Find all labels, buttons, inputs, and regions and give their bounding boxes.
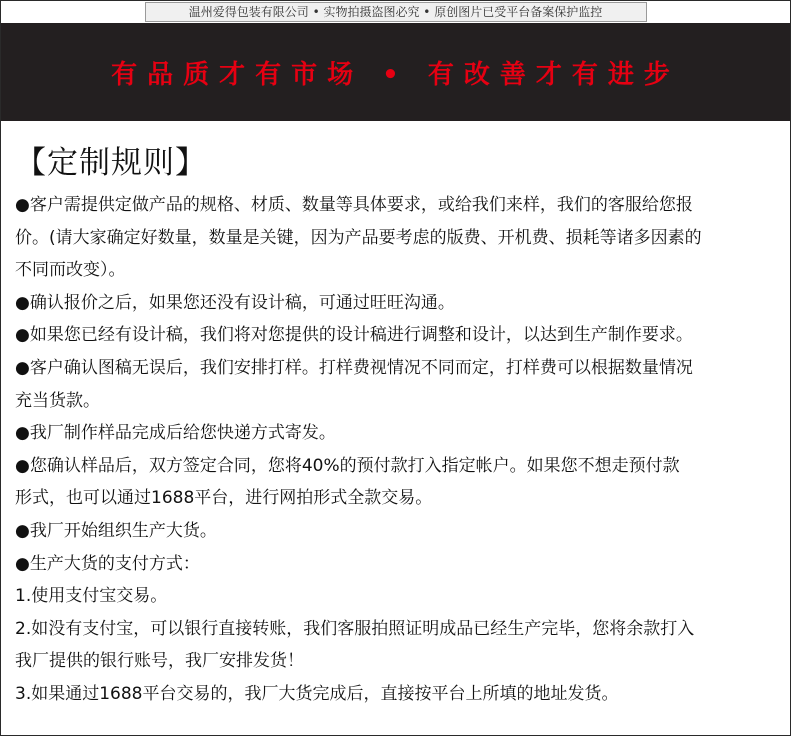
text-line: ●如果您已经有设计稿，我们将对您提供的设计稿进行调整和设计，以达到生产制作要求。	[15, 325, 693, 346]
text-line: 充当货款。	[15, 390, 100, 411]
slogan-text: 有品质才有市场 • 有改善才有进步	[111, 59, 680, 90]
text-line: 不同而改变）。	[15, 260, 126, 281]
text-line: ●生产大货的支付方式：	[15, 553, 200, 574]
rules-section	[15, 141, 782, 711]
copyright-notice: 温州爱得包装有限公司 • 实物拍摄盗图必究 • 原创图片已受平台备案保护监控	[145, 2, 647, 22]
text-line: 2.如没有支付宝，可以银行直接转账，我们客服拍照证明成品已经生产完毕，您将余款打入	[15, 618, 695, 639]
text-line: ●客户确认图稿无误后，我们安排打样。打样费视情况不同而定，打样费可以根据数量情况	[15, 357, 693, 378]
text-line: ●您确认样品后，双方签定合同，您将40%的预付款打入指定帐户。如果您不想走预付款	[15, 455, 680, 476]
text-line: 1.使用支付宝交易。	[15, 586, 168, 607]
text-line: ●我厂开始组织生产大货。	[15, 520, 217, 541]
text-line: 我厂提供的银行账号，我厂安排发货！	[15, 651, 304, 672]
text-line: ●我厂制作样品完成后给您快递方式寄发。	[15, 423, 336, 444]
text-line: ●客户需提供定做产品的规格、材质、数量等具体要求，或给我们来样，我们的客服给您报	[15, 195, 693, 215]
slogan-banner	[1, 23, 790, 121]
text-line: 价。(请大家确定好数量，数量是关键，因为产品要考虑的版费、开机费、损耗等诸多因素的	[15, 227, 702, 248]
text-line: 3.如果通过1688平台交易的，我厂大货完成后，直接按平台上所填的地址发货。	[15, 683, 619, 704]
text-line: 形式，也可以通过1688平台，进行网拍形式全款交易。	[15, 488, 433, 509]
rules-text	[15, 189, 782, 711]
text-line: ●确认报价之后，如果您还没有设计稿，可通过旺旺沟通。	[15, 292, 455, 313]
section-title: 【定制规则】	[15, 145, 207, 181]
